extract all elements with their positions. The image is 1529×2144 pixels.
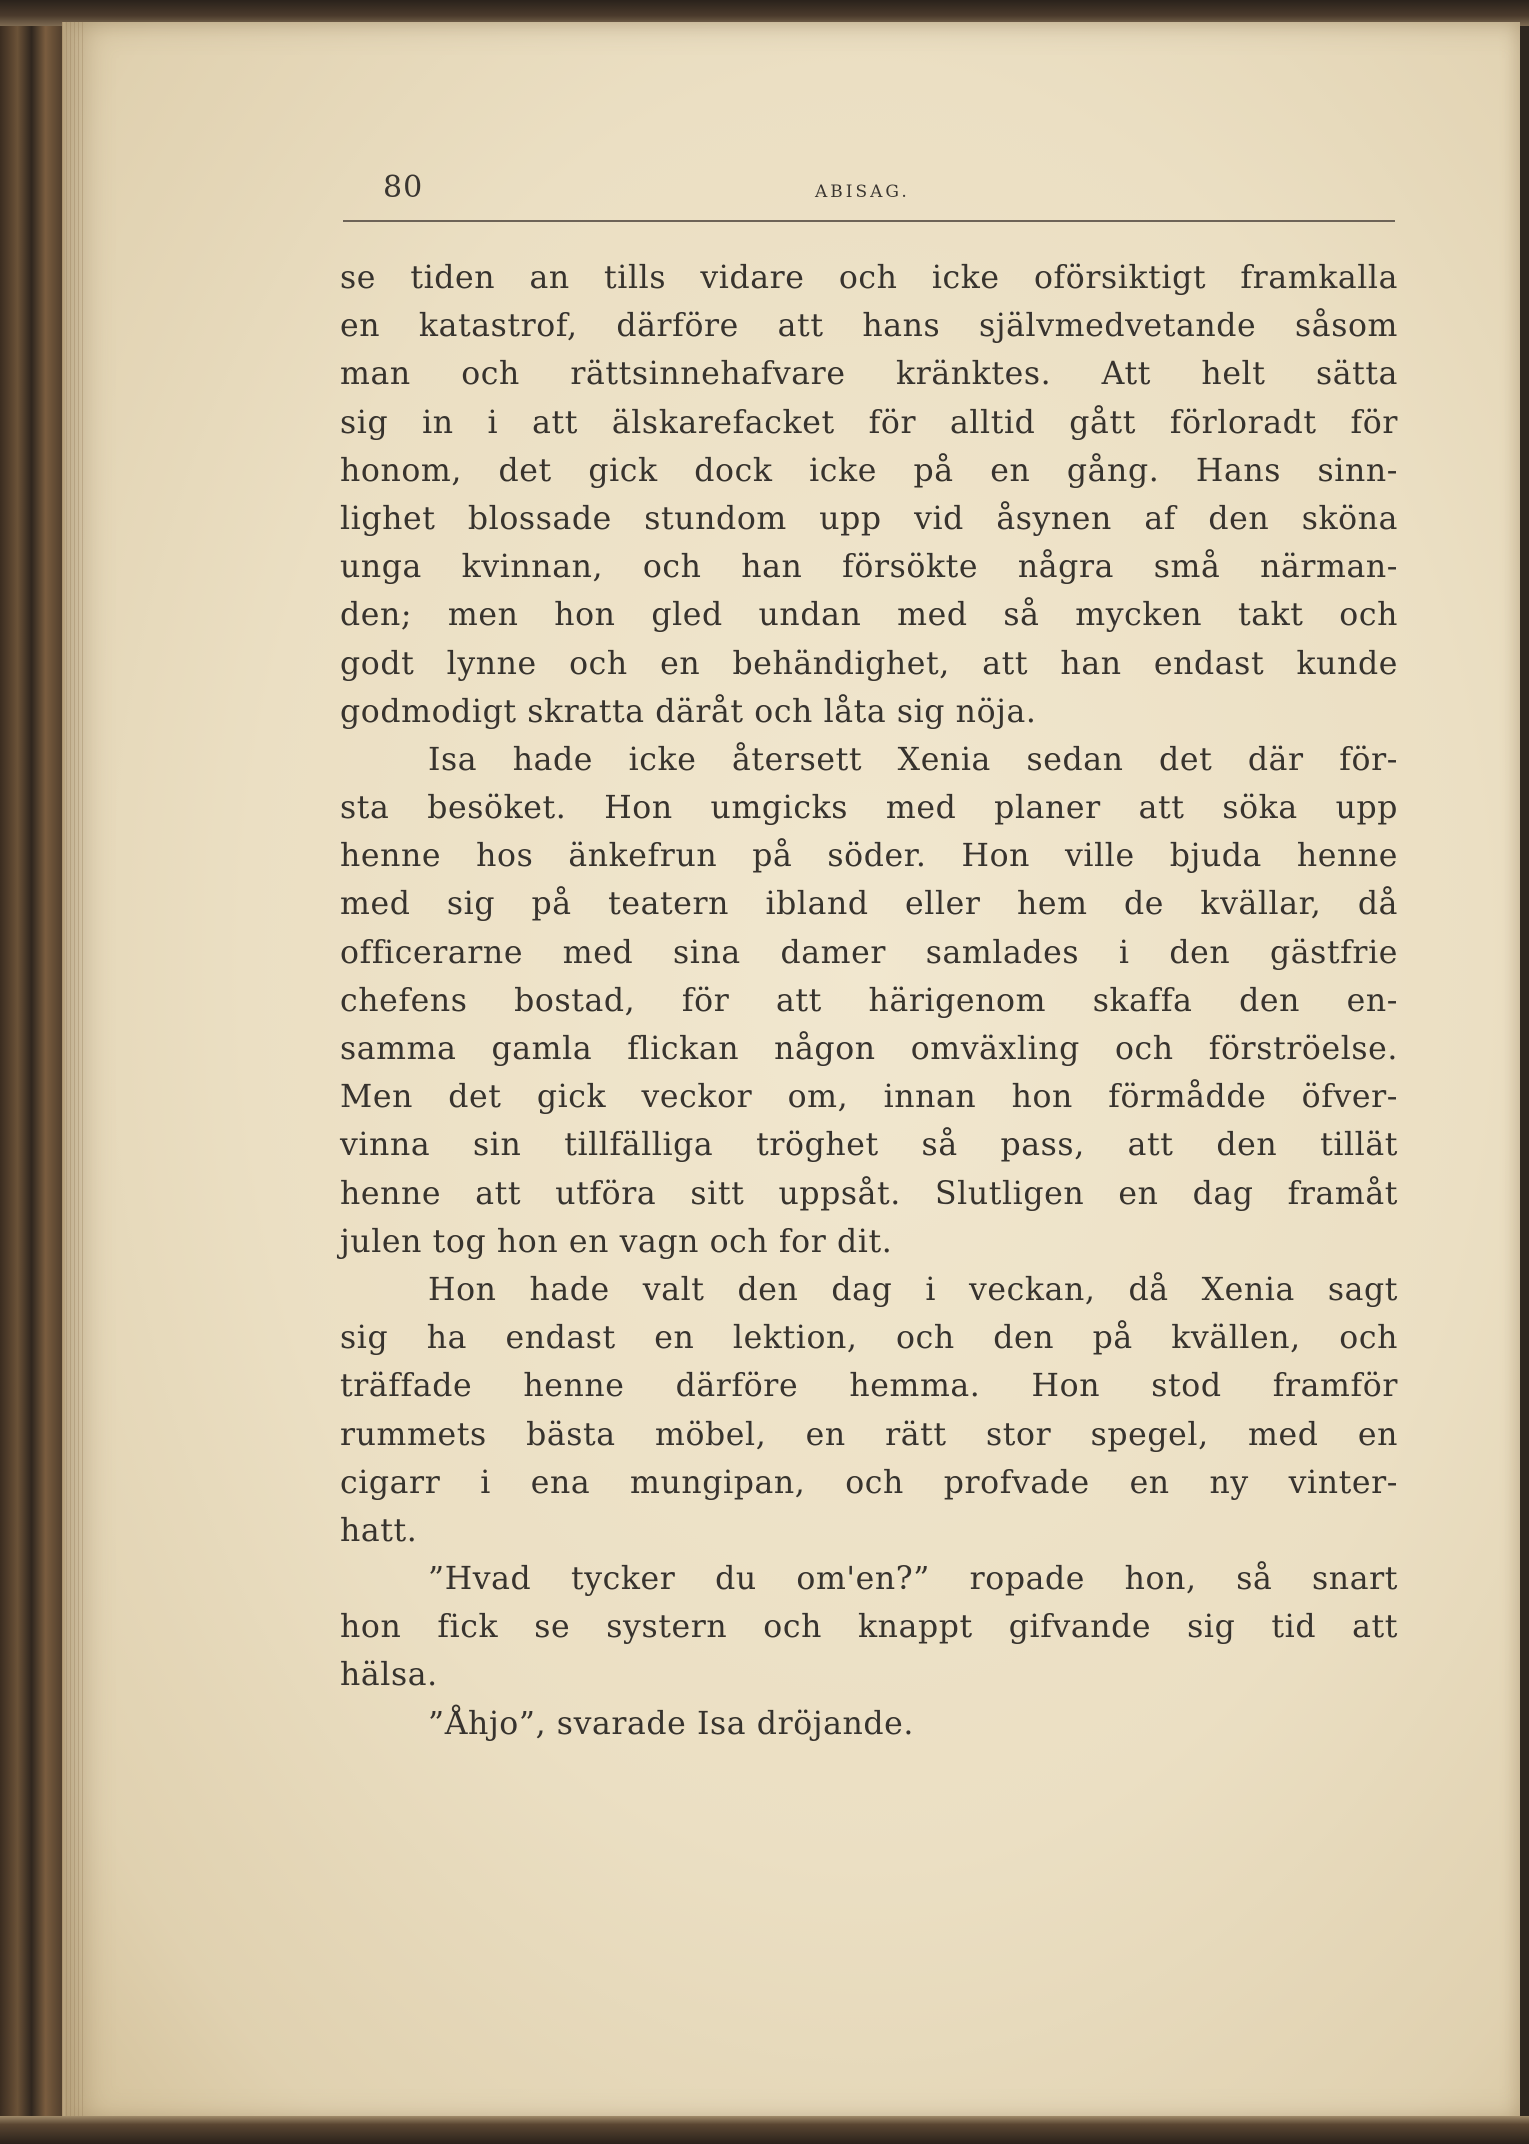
text-line: henne hos änkefrun på söder. Hon ville bjuda henne (340, 838, 1398, 875)
text-line: en katastrof, därföre att hans självmedvetande såsom (340, 308, 1398, 345)
text-line: Hon hade valt den dag i veckan, då Xenia sagt (428, 1271, 1398, 1308)
text-line: ”Hvad tycker du om'en?” ropade hon, så snart (428, 1561, 1398, 1598)
page-number: 80 (383, 170, 424, 205)
book-binding (0, 0, 70, 2144)
text-line: hatt. (340, 1512, 418, 1549)
page-stack-edge (62, 22, 84, 2122)
text-line: med sig på teatern ibland eller hem de kvällar, då (340, 886, 1398, 923)
text-line: samma gamla flickan någon omväxling och förströelse. (340, 1031, 1398, 1067)
text-line: cigarr i ena mungipan, och profvade en ny vinter- (340, 1464, 1398, 1501)
text-line: se tiden an tills vidare och icke oförsiktigt framkalla (340, 260, 1398, 296)
text-line: henne att utföra sitt uppsåt. Slutligen en dag framåt (340, 1175, 1398, 1212)
text-line: vinna sin tillfälliga tröghet så pass, att den tillät (340, 1127, 1398, 1164)
text-line: sig ha endast en lektion, och den på kvällen, och (340, 1320, 1398, 1357)
text-line: godmodigt skratta däråt och låta sig nöja. (340, 693, 1037, 730)
text-line: sta besöket. Hon umgicks med planer att söka upp (340, 790, 1398, 827)
text-line: rummets bästa möbel, en rätt stor spegel, med en (340, 1416, 1398, 1453)
text-line: hälsa. (340, 1657, 438, 1694)
bottom-edge (0, 2116, 1529, 2144)
text-line: man och rättsinnehafvare kränktes. Att helt sätta (340, 356, 1398, 393)
text-line: Men det gick veckor om, innan hon förmådde öfver- (340, 1079, 1398, 1116)
text-line: godt lynne och en behändighet, att han endast kunde (340, 645, 1398, 682)
text-line: ”Åhjo”, svarade Isa dröjande. (428, 1705, 915, 1742)
text-line: den; men hon gled undan med så mycken takt och (340, 597, 1398, 634)
text-line: julen tog hon en vagn och for dit. (340, 1223, 893, 1260)
text-line: unga kvinnan, och han försökte några små närman- (340, 549, 1398, 586)
text-line: lighet blossade stundom upp vid åsynen af den sköna (340, 500, 1398, 537)
text-line: sig in i att älskarefacket för alltid gått förloradt för (340, 404, 1398, 441)
text-line: honom, det gick dock icke på en gång. Hans sinn- (340, 452, 1398, 489)
text-line: officerarne med sina damer samlades i den gästfrie (340, 934, 1398, 971)
running-head: ABISAG. (815, 182, 910, 202)
text-line: hon fick se systern och knappt gifvande sig tid att (340, 1609, 1398, 1646)
text-line: chefens bostad, för att härigenom skaffa den en- (340, 982, 1398, 1019)
text-line: Isa hade icke återsett Xenia sedan det där för- (428, 741, 1398, 778)
body-text (340, 254, 1398, 1748)
page-header (343, 168, 1395, 222)
text-line: träffade henne därföre hemma. Hon stod framför (340, 1368, 1398, 1405)
